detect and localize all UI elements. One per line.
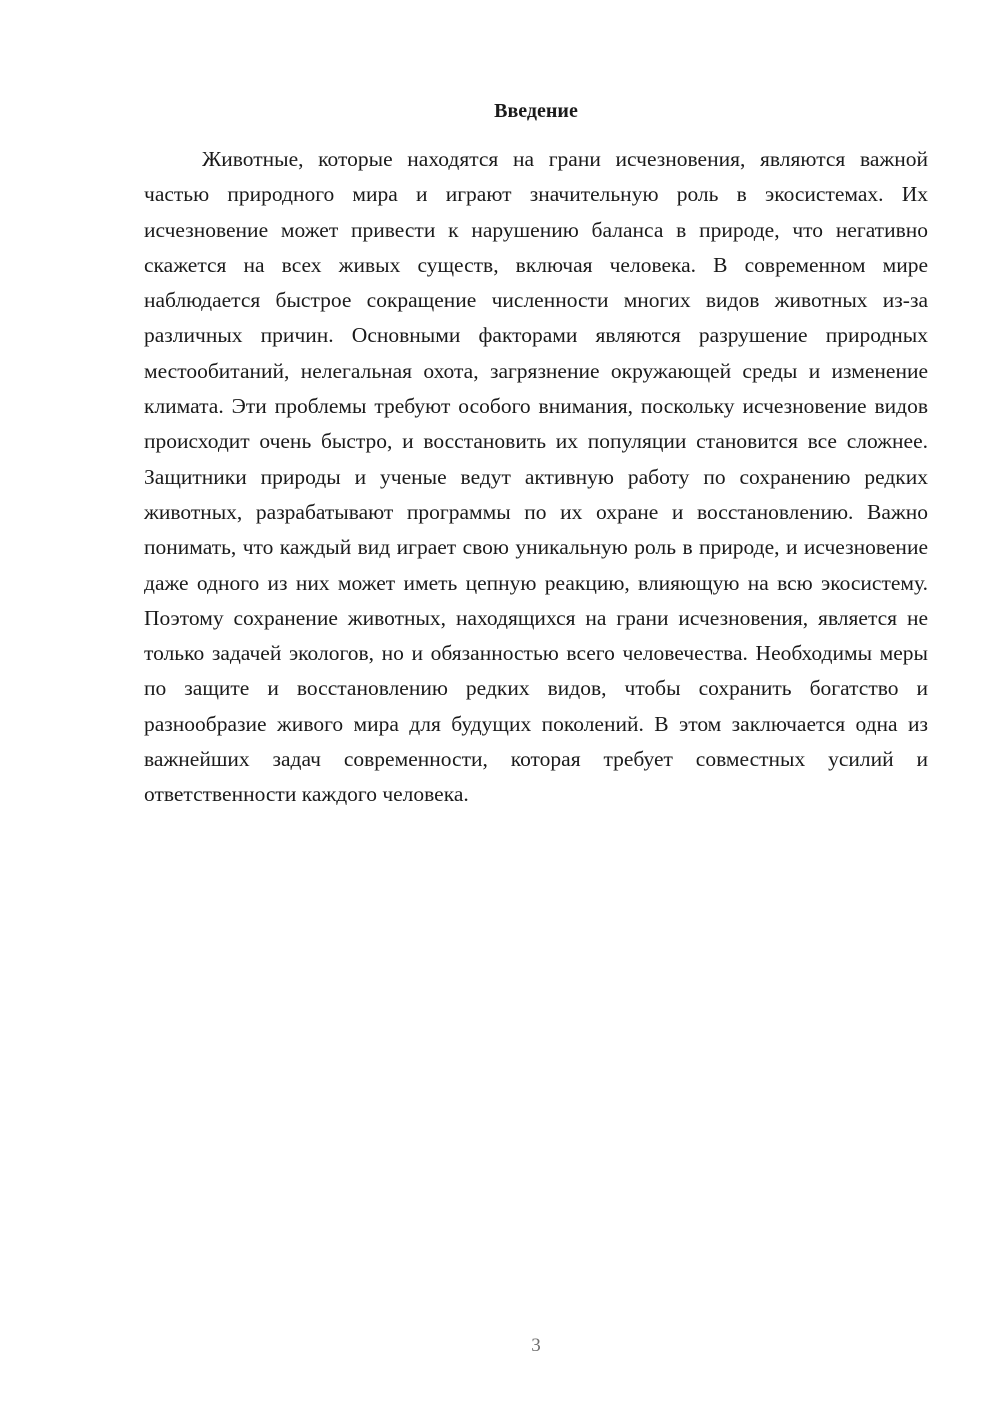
section-heading: Введение xyxy=(494,100,578,122)
body-paragraph: Животные, которые находятся на грани исчезновения, являются важной частью природного мира и играют значительную роль в экосистемах. Их исчезновение может привести к нарушению баланса в природе, что негативно скажется на всех живых существ, включая человека. В современном мире наблюдается быстрое сокращение численности многих видов животных из-за различных причин. Основными факторами являются разрушение природных местообитаний, нелегальная охота, загрязнение окружающей среды и изменение климата. Эти проблемы требуют особого внимания, поскольку исчезновение видов происходит очень быстро, и восстановить их популяции становится все сложнее. Защитники природы и ученые ведут активную работу по сохранению редких животных, разрабатывают программы по их охране и восстановлению. Важно понимать, что каждый вид играет свою уникальную роль в природе, и исчезновение даже одного из них может иметь цепную реакцию, влияющую на всю экосистему. Поэтому сохранение животных, находящихся на грани исчезновения, является не только задачей экологов, но и обязанностью всего человечества. Необходимы меры по защите и восстановлению редких видов, чтобы сохранить богатство и разнообразие живого мира для будущих поколений. В этом заключается одна из важнейших задач современности, которая требует совместных усилий и ответственности каждого человека. xyxy=(144,147,928,807)
page-number: 3 xyxy=(531,1335,541,1356)
